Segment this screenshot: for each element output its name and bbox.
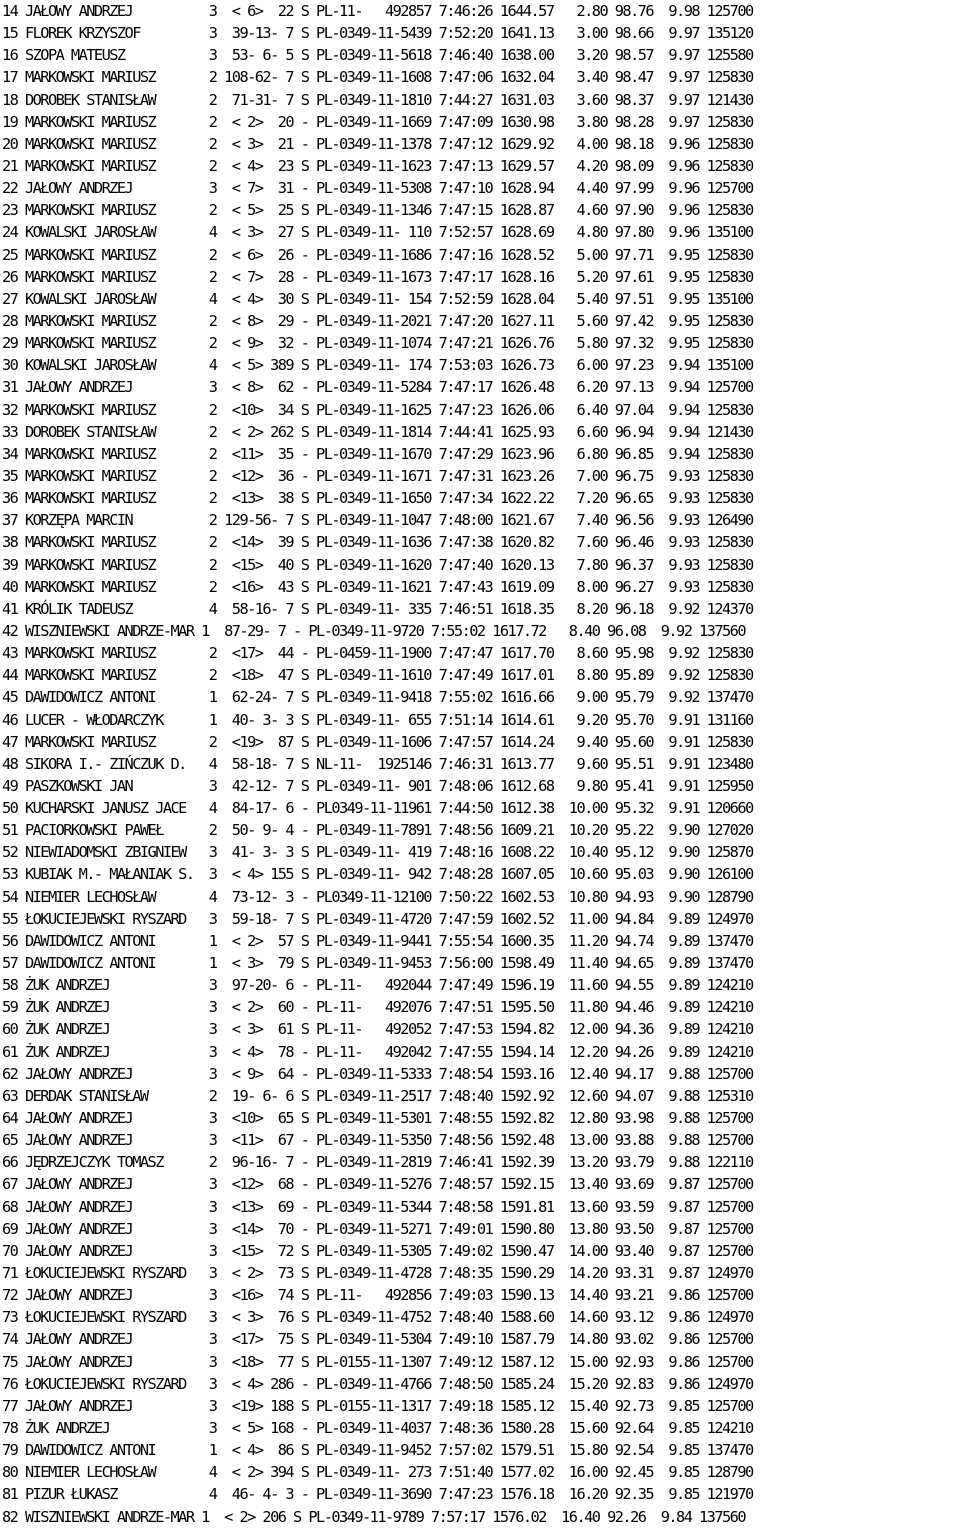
result-row: 24 KOWALSKI JAROSŁAW 4 < 3> 27 S PL-0349-11- 110 7:52:57 1628.69 4.80 97.80 9.96 135100 bbox=[2, 223, 753, 242]
result-row: 33 DOROBEK STANISŁAW 2 < 2> 262 S PL-0349-11-1814 7:44:41 1625.93 6.60 96.94 9.94 121430 bbox=[2, 422, 753, 441]
result-row: 71 ŁOKUCIEJEWSKI RYSZARD 3 < 2> 73 S PL-0349-11-4728 7:48:35 1590.29 14.20 93.31 9.87 124970 bbox=[2, 1264, 753, 1283]
result-row: 67 JAŁOWY ANDRZEJ 3 <12> 68 - PL-0349-11-5276 7:48:57 1592.15 13.40 93.69 9.87 125700 bbox=[2, 1175, 753, 1194]
result-row: 78 ŻUK ANDRZEJ 3 < 5> 168 - PL-0349-11-4037 7:48:36 1580.28 15.60 92.64 9.85 124210 bbox=[2, 1419, 753, 1437]
result-row: 34 MARKOWSKI MARIUSZ 2 <11> 35 - PL-0349-11-1670 7:47:29 1623.96 6.80 96.85 9.94 125830 bbox=[2, 444, 753, 463]
result-row: 35 MARKOWSKI MARIUSZ 2 <12> 36 - PL-0349-11-1671 7:47:31 1623.26 7.00 96.75 9.93 125830 bbox=[2, 466, 753, 485]
result-row: 58 ŻUK ANDRZEJ 3 97-20- 6 - PL-11- 492044 7:47:49 1596.19 11.60 94.55 9.89 124210 bbox=[2, 976, 753, 995]
result-row: 37 KORZĘPA MARCIN 2 129-56- 7 S PL-0349-11-1047 7:48:00 1621.67 7.40 96.56 9.93 126490 bbox=[2, 511, 753, 530]
result-row: 19 MARKOWSKI MARIUSZ 2 < 2> 20 - PL-0349-11-1669 7:47:09 1630.98 3.80 98.28 9.97 125830 bbox=[2, 112, 753, 131]
result-row: 15 FLOREK KRZYSZOF 3 39-13- 7 S PL-0349-11-5439 7:52:20 1641.13 3.00 98.66 9.97 135120 bbox=[2, 24, 753, 43]
result-row: 77 JAŁOWY ANDRZEJ 3 <19> 188 S PL-0155-11-1317 7:49:18 1585.12 15.40 92.73 9.85 125700 bbox=[2, 1396, 753, 1415]
result-row: 68 JAŁOWY ANDRZEJ 3 <13> 69 - PL-0349-11-5344 7:48:58 1591.81 13.60 93.59 9.87 125700 bbox=[2, 1197, 753, 1216]
result-row: 26 MARKOWSKI MARIUSZ 2 < 7> 28 - PL-0349-11-1673 7:47:17 1628.16 5.20 97.61 9.95 125830 bbox=[2, 267, 753, 286]
result-row: 22 JAŁOWY ANDRZEJ 3 < 7> 31 - PL-0349-11-5308 7:47:10 1628.94 4.40 97.99 9.96 125700 bbox=[2, 179, 753, 198]
result-row: 63 DERDAK STANISŁAW 2 19- 6- 6 S PL-0349-11-2517 7:48:40 1592.92 12.60 94.07 9.88 125310 bbox=[2, 1086, 753, 1105]
result-row: 52 NIEWIADOMSKI ZBIGNIEW 3 41- 3- 3 S PL-0349-11- 419 7:48:16 1608.22 10.40 95.12 9.90 125870 bbox=[2, 843, 753, 862]
result-row: 55 ŁOKUCIEJEWSKI RYSZARD 3 59-18- 7 S PL-0349-11-4720 7:47:59 1602.52 11.00 94.84 9.89 124970 bbox=[2, 909, 753, 928]
result-row: 59 ŻUK ANDRZEJ 3 < 2> 60 - PL-11- 492076 7:47:51 1595.50 11.80 94.46 9.89 124210 bbox=[2, 998, 753, 1017]
result-row: 47 MARKOWSKI MARIUSZ 2 <19> 87 S PL-0349-11-1606 7:47:57 1614.24 9.40 95.60 9.91 125830 bbox=[2, 732, 753, 751]
result-row: 41 KRÓLIK TADEUSZ 4 58-16- 7 S PL-0349-11- 335 7:46:51 1618.35 8.20 96.18 9.92 124370 bbox=[2, 599, 753, 618]
result-row: 57 DAWIDOWICZ ANTONI 1 < 3> 79 S PL-0349-11-9453 7:56:00 1598.49 11.40 94.65 9.89 137470 bbox=[2, 954, 753, 973]
result-row: 29 MARKOWSKI MARIUSZ 2 < 9> 32 - PL-0349-11-1074 7:47:21 1626.76 5.80 97.32 9.95 125830 bbox=[2, 334, 753, 353]
result-row: 18 DOROBEK STANISŁAW 2 71-31- 7 S PL-0349-11-1810 7:44:27 1631.03 3.60 98.37 9.97 121430 bbox=[2, 90, 753, 109]
result-row: 73 ŁOKUCIEJEWSKI RYSZARD 3 < 3> 76 S PL-0349-11-4752 7:48:40 1588.60 14.60 93.12 9.86 124970 bbox=[2, 1308, 753, 1327]
result-row: 20 MARKOWSKI MARIUSZ 2 < 3> 21 - PL-0349-11-1378 7:47:12 1629.92 4.00 98.18 9.96 125830 bbox=[2, 134, 753, 153]
result-row: 28 MARKOWSKI MARIUSZ 2 < 8> 29 - PL-0349-11-2021 7:47:20 1627.11 5.60 97.42 9.95 125830 bbox=[2, 311, 753, 330]
result-row: 60 ŻUK ANDRZEJ 3 < 3> 61 S PL-11- 492052 7:47:53 1594.82 12.00 94.36 9.89 124210 bbox=[2, 1020, 753, 1039]
result-row: 65 JAŁOWY ANDRZEJ 3 <11> 67 - PL-0349-11-5350 7:48:56 1592.48 13.00 93.88 9.88 125700 bbox=[2, 1131, 753, 1150]
result-row: 16 SZOPA MATEUSZ 3 53- 6- 5 S PL-0349-11-5618 7:46:40 1638.00 3.20 98.57 9.97 125580 bbox=[2, 46, 753, 65]
result-row: 81 PIZUR ŁUKASZ 4 46- 4- 3 - PL-0349-11-3690 7:47:23 1576.18 16.20 92.35 9.85 121970 bbox=[2, 1485, 753, 1504]
result-row: 53 KUBIAK M.- MAŁANIAK S. 3 < 4> 155 S PL-0349-11- 942 7:48:28 1607.05 10.60 95.03 9.90 126100 bbox=[2, 865, 753, 884]
result-row: 70 JAŁOWY ANDRZEJ 3 <15> 72 S PL-0349-11-5305 7:49:02 1590.47 14.00 93.40 9.87 125700 bbox=[2, 1241, 753, 1260]
result-row: 66 JĘDRZEJCZYK TOMASZ 2 96-16- 7 - PL-0349-11-2819 7:46:41 1592.39 13.20 93.79 9.88 122110 bbox=[2, 1153, 753, 1172]
result-row: 50 KUCHARSKI JANUSZ JACE 4 84-17- 6 - PL0349-11-11961 7:44:50 1612.38 10.00 95.32 9.91 120660 bbox=[2, 799, 753, 818]
result-row: 46 LUCER - WŁODARCZYK 1 40- 3- 3 S PL-0349-11- 655 7:51:14 1614.61 9.20 95.70 9.91 131160 bbox=[2, 710, 753, 729]
result-row: 62 JAŁOWY ANDRZEJ 3 < 9> 64 - PL-0349-11-5333 7:48:54 1593.16 12.40 94.17 9.88 125700 bbox=[2, 1064, 753, 1083]
result-row: 82 WISZNIEWSKI ANDRZE-MAR 1 < 2> 206 S PL-0349-11-9789 7:57:17 1576.02 16.40 92.26 9.84 137560 bbox=[2, 1507, 745, 1526]
result-row: 45 DAWIDOWICZ ANTONI 1 62-24- 7 S PL-0349-11-9418 7:55:02 1616.66 9.00 95.79 9.92 137470 bbox=[2, 688, 753, 707]
result-row: 30 KOWALSKI JAROSŁAW 4 < 5> 389 S PL-0349-11- 174 7:53:03 1626.73 6.00 97.23 9.94 135100 bbox=[2, 356, 753, 375]
result-row: 32 MARKOWSKI MARIUSZ 2 <10> 34 S PL-0349-11-1625 7:47:23 1626.06 6.40 97.04 9.94 125830 bbox=[2, 400, 753, 419]
result-row: 79 DAWIDOWICZ ANTONI 1 < 4> 86 S PL-0349-11-9452 7:57:02 1579.51 15.80 92.54 9.85 137470 bbox=[2, 1441, 753, 1460]
result-row: 36 MARKOWSKI MARIUSZ 2 <13> 38 S PL-0349-11-1650 7:47:34 1622.22 7.20 96.65 9.93 125830 bbox=[2, 489, 753, 508]
result-row: 76 ŁOKUCIEJEWSKI RYSZARD 3 < 4> 286 - PL-0349-11-4766 7:48:50 1585.24 15.20 92.83 9.86 124970 bbox=[2, 1374, 753, 1393]
result-row: 51 PACIORKOWSKI PAWEŁ 2 50- 9- 4 - PL-0349-11-7891 7:48:56 1609.21 10.20 95.22 9.90 127020 bbox=[2, 821, 753, 840]
result-row: 23 MARKOWSKI MARIUSZ 2 < 5> 25 S PL-0349-11-1346 7:47:15 1628.87 4.60 97.90 9.96 125830 bbox=[2, 201, 753, 220]
result-row: 49 PASZKOWSKI JAN 3 42-12- 7 S PL-0349-11- 901 7:48:06 1612.68 9.80 95.41 9.91 125950 bbox=[2, 776, 753, 795]
result-row: 39 MARKOWSKI MARIUSZ 2 <15> 40 S PL-0349-11-1620 7:47:40 1620.13 7.80 96.37 9.93 125830 bbox=[2, 555, 753, 574]
result-row: 21 MARKOWSKI MARIUSZ 2 < 4> 23 S PL-0349-11-1623 7:47:13 1629.57 4.20 98.09 9.96 125830 bbox=[2, 156, 753, 175]
result-row: 40 MARKOWSKI MARIUSZ 2 <16> 43 S PL-0349-11-1621 7:47:43 1619.09 8.00 96.27 9.93 125830 bbox=[2, 577, 753, 596]
result-row: 54 NIEMIER LECHOSŁAW 4 73-12- 3 - PL0349-11-12100 7:50:22 1602.53 10.80 94.93 9.90 128790 bbox=[2, 887, 753, 906]
result-row: 25 MARKOWSKI MARIUSZ 2 < 6> 26 - PL-0349-11-1686 7:47:16 1628.52 5.00 97.71 9.95 125830 bbox=[2, 245, 753, 264]
result-row: 80 NIEMIER LECHOSŁAW 4 < 2> 394 S PL-0349-11- 273 7:51:40 1577.02 16.00 92.45 9.85 128790 bbox=[2, 1463, 753, 1482]
result-row: 31 JAŁOWY ANDRZEJ 3 < 8> 62 - PL-0349-11-5284 7:47:17 1626.48 6.20 97.13 9.94 125700 bbox=[2, 378, 753, 397]
result-row: 74 JAŁOWY ANDRZEJ 3 <17> 75 S PL-0349-11-5304 7:49:10 1587.79 14.80 93.02 9.86 125700 bbox=[2, 1330, 753, 1349]
result-row: 14 JAŁOWY ANDRZEJ 3 < 6> 22 S PL-11- 492857 7:46:26 1644.57 2.80 98.76 9.98 125700 bbox=[2, 2, 753, 20]
result-row: 43 MARKOWSKI MARIUSZ 2 <17> 44 - PL-0459-11-1900 7:47:47 1617.70 8.60 95.98 9.92 125830 bbox=[2, 644, 753, 663]
result-row: 61 ŻUK ANDRZEJ 3 < 4> 78 - PL-11- 492042 7:47:55 1594.14 12.20 94.26 9.89 124210 bbox=[2, 1042, 753, 1061]
result-row: 69 JAŁOWY ANDRZEJ 3 <14> 70 - PL-0349-11-5271 7:49:01 1590.80 13.80 93.50 9.87 125700 bbox=[2, 1219, 753, 1238]
result-row: 44 MARKOWSKI MARIUSZ 2 <18> 47 S PL-0349-11-1610 7:47:49 1617.01 8.80 95.89 9.92 125830 bbox=[2, 666, 753, 685]
result-row: 75 JAŁOWY ANDRZEJ 3 <18> 77 S PL-0155-11-1307 7:49:12 1587.12 15.00 92.93 9.86 125700 bbox=[2, 1352, 753, 1371]
result-row: 64 JAŁOWY ANDRZEJ 3 <10> 65 S PL-0349-11-5301 7:48:55 1592.82 12.80 93.98 9.88 125700 bbox=[2, 1109, 753, 1128]
result-row: 72 JAŁOWY ANDRZEJ 3 <16> 74 S PL-11- 492856 7:49:03 1590.13 14.40 93.21 9.86 125700 bbox=[2, 1286, 753, 1305]
result-row: 17 MARKOWSKI MARIUSZ 2 108-62- 7 S PL-0349-11-1608 7:47:06 1632.04 3.40 98.47 9.97 125830 bbox=[2, 68, 753, 87]
result-row: 38 MARKOWSKI MARIUSZ 2 <14> 39 S PL-0349-11-1636 7:47:38 1620.82 7.60 96.46 9.93 125830 bbox=[2, 533, 753, 552]
result-row: 42 WISZNIEWSKI ANDRZE-MAR 1 87-29- 7 - PL-0349-11-9720 7:55:02 1617.72 8.40 96.08 9.92 137560 bbox=[2, 621, 745, 640]
result-row: 48 SIKORA I.- ZIŃCZUK D. 4 58-18- 7 S NL-11- 1925146 7:46:31 1613.77 9.60 95.51 9.91 123480 bbox=[2, 754, 753, 773]
result-row: 56 DAWIDOWICZ ANTONI 1 < 2> 57 S PL-0349-11-9441 7:55:54 1600.35 11.20 94.74 9.89 137470 bbox=[2, 931, 753, 950]
result-row: 27 KOWALSKI JAROSŁAW 4 < 4> 30 S PL-0349-11- 154 7:52:59 1628.04 5.40 97.51 9.95 135100 bbox=[2, 289, 753, 308]
